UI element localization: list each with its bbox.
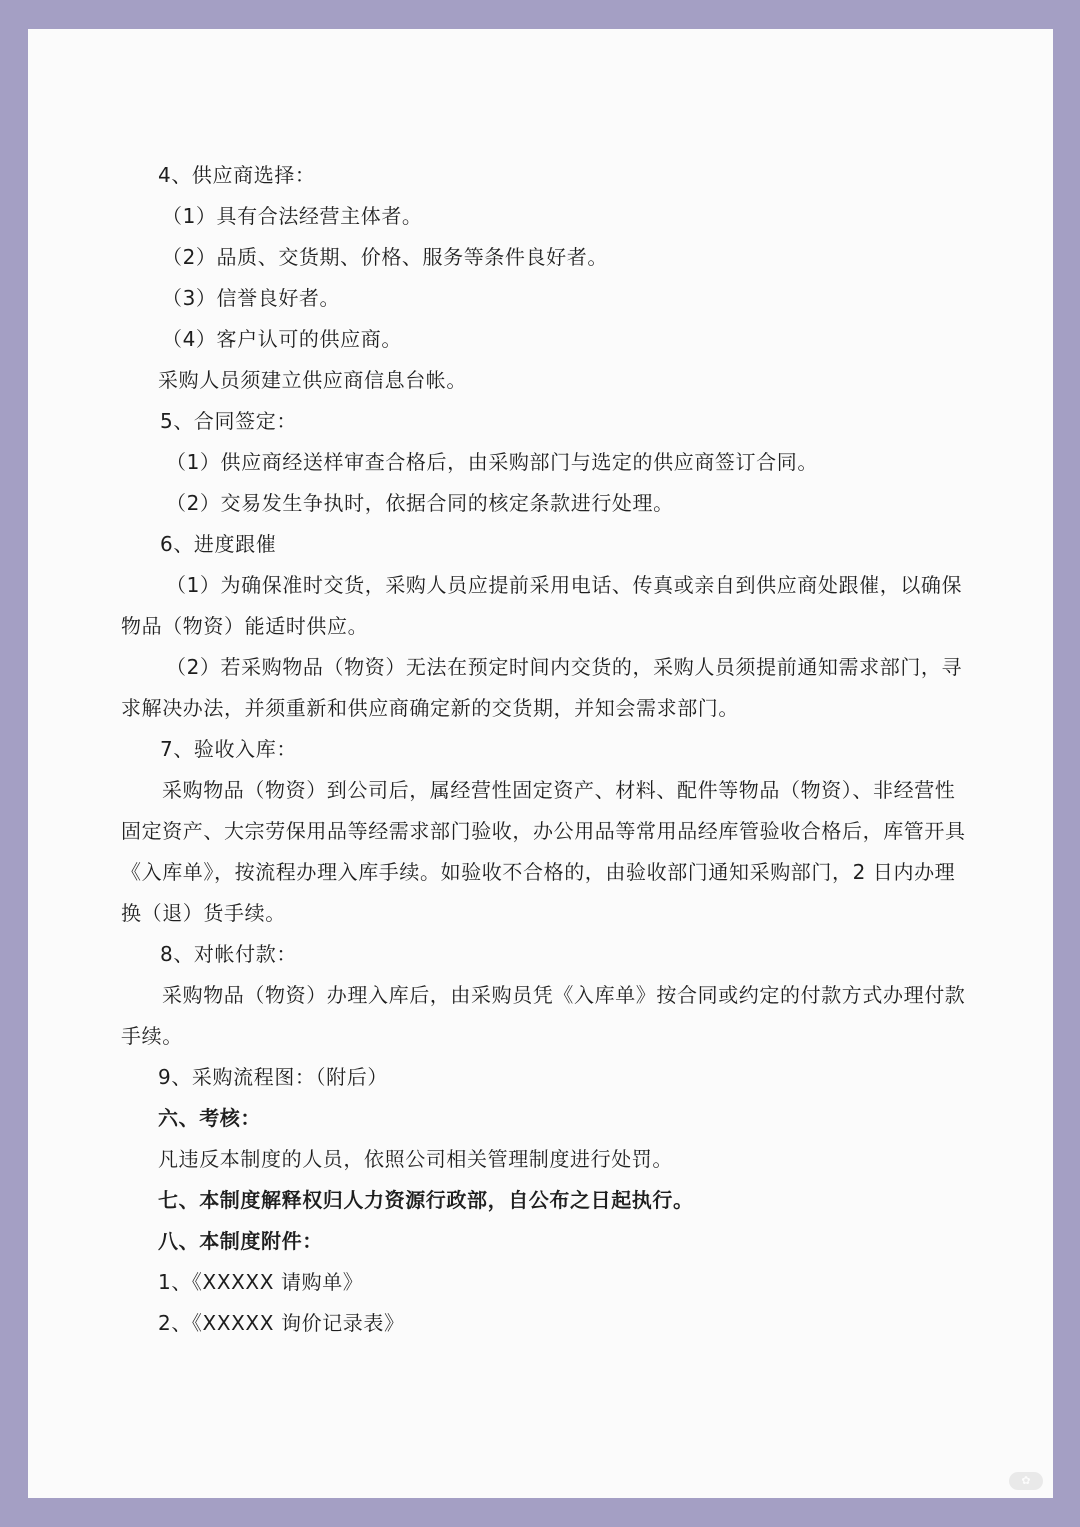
section-6-heading: 6、进度跟催 [160,532,277,556]
section-8-heading: 8、对帐付款： [160,942,297,966]
document-page [28,29,1053,1498]
section-9-heading: 9、采购流程图：（附后） [158,1065,388,1089]
section-6-item-2-line-1: （2）若采购物品（物资）无法在预定时间内交货的，采购人员须提前通知需求部门，寻 [166,655,963,679]
attachment-1: 1、《XXXXX 请购单》 [158,1270,364,1294]
section-6-item-1-line-1: （1）为确保准时交货，采购人员应提前采用电话、传真或亲自到供应商处跟催，以确保 [166,573,963,597]
section-7-line-4: 换（退）货手续。 [121,901,286,925]
section-5-heading: 5、合同签定： [160,409,297,433]
section-5-item-1: （1）供应商经送样审查合格后，由采购部门与选定的供应商签订合同。 [166,450,818,474]
section-4-note: 采购人员须建立供应商信息台帐。 [158,368,467,392]
section-4-heading: 4、供应商选择： [158,163,316,187]
section-7-heading: 7、验收入库： [160,737,297,761]
part-8-heading: 八、本制度附件： [158,1229,323,1253]
section-4-item-1: （1）具有合法经营主体者。 [162,204,423,228]
section-7-line-2: 固定资产、大宗劳保用品等经需求部门验收，办公用品等常用品经库管验收合格后，库管开具 [121,819,966,843]
section-4-item-4: （4）客户认可的供应商。 [162,327,402,351]
section-5-item-2: （2）交易发生争执时，依据合同的核定条款进行处理。 [166,491,674,515]
section-7-line-3: 《入库单》，按流程办理入库手续。如验收不合格的，由验收部门通知采购部门，2 日内办理 [121,860,956,884]
watermark-logo: ✿ [1009,1472,1043,1490]
section-4-item-2: （2）品质、交货期、价格、服务等条件良好者。 [162,245,608,269]
section-8-line-2: 手续。 [121,1024,183,1048]
part-7-heading: 七、本制度解释权归人力资源行政部，自公布之日起执行。 [158,1188,694,1212]
section-4-item-3: （3）信誉良好者。 [162,286,341,310]
part-6-heading: 六、考核： [158,1106,261,1130]
part-6-text: 凡违反本制度的人员，依照公司相关管理制度进行处罚。 [158,1147,673,1171]
section-6-item-1-line-2: 物品（物资）能适时供应。 [121,614,369,638]
section-8-line-1: 采购物品（物资）办理入库后，由采购员凭《入库单》按合同或约定的付款方式办理付款 [162,983,966,1007]
section-6-item-2-line-2: 求解决办法，并须重新和供应商确定新的交货期，并知会需求部门。 [121,696,739,720]
section-7-line-1: 采购物品（物资）到公司后，属经营性固定资产、材料、配件等物品（物资）、非经营性 [162,778,956,802]
attachment-2: 2、《XXXXX 询价记录表》 [158,1311,405,1335]
